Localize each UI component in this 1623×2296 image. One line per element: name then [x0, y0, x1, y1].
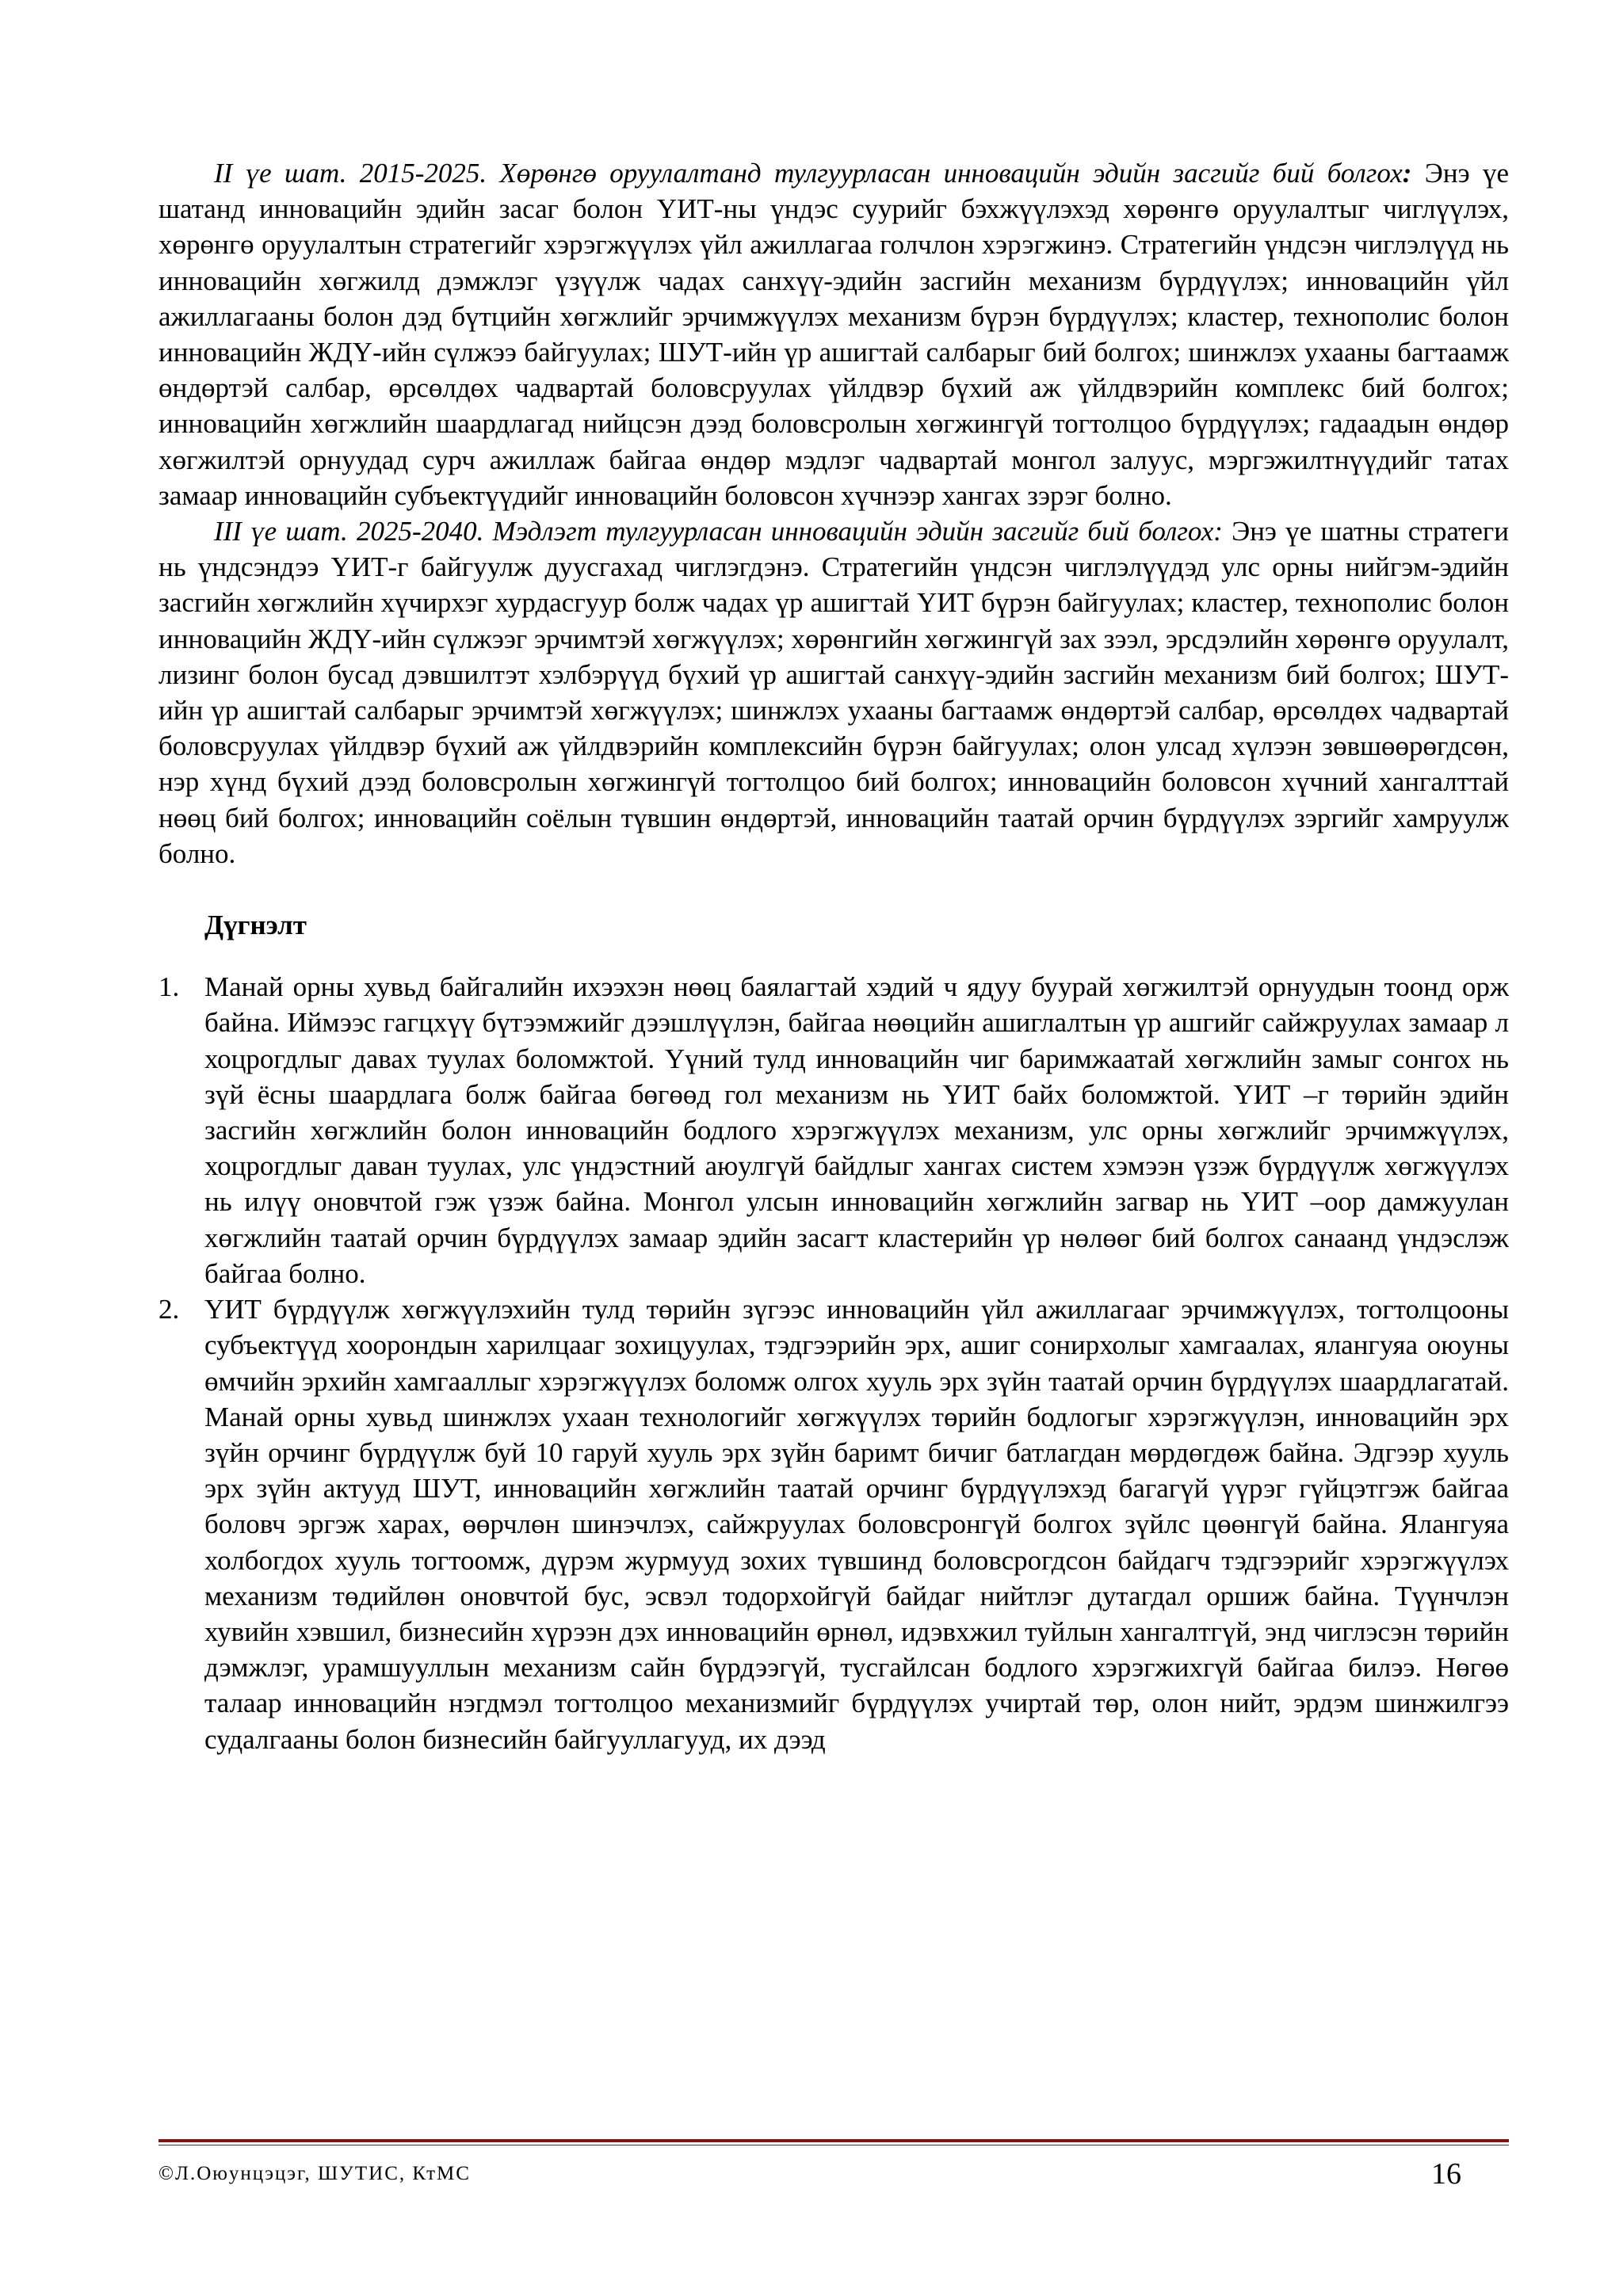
stage-2-body: Энэ үе шатанд инновацийн эдийн засаг болон ҮИТ-ны үндэс суурийг бэхжүүлэхэд хөрөнгө оруулалтыг чиглүүлэх, хөрөнгө оруулалтын стратегийг хэрэгжүүлэх үйл ажиллагаа голчлон хэрэгжинэ. Стратегийн үндсэн чиглэлүүд нь инновацийн хөгжилд дэмжлэг үзүүлж чадах санхүү-эдийн засгийн механизм бүрдүүлэх; инновацийн үйл ажиллагааны болон дэд бүтцийн хөгжлийг эрчимжүүлэх механизм бүрэн бүрдүүлэх; кластер, технополис болон инновацийн ЖДҮ-ийн сүлжээ байгуулах; ШУТ-ийн үр ашигтай салбарыг бий болгох; шинжлэх ухааны багтаамж өндөртэй салбар, өрсөлдөх чадвартай боловсруулах үйлдвэр бүхий аж үйлдвэрийн комплекс бий болгох; инновацийн хөгжлийн шаардлагад нийцсэн дээд боловсролын хөгжингүй тогтолцоо бүрдүүлэх; гадаадын өндөр хөгжилтэй орнуудад сурч ажиллаж байгаа өндөр мэдлэг чадвартай монгол залуус, мэргэжилтнүүдийг татах замаар инновацийн субъектүүдийг инновацийн боловсон хүчнээр хангах зэрэг болно.	[158, 158, 1509, 511]
conclusion-list	[158, 969, 1509, 1756]
page-body	[158, 155, 1509, 1757]
list-item-text: ҮИТ бүрдүүлж хөгжүүлэхийн тулд төрийн зүгээс инновацийн үйл ажиллагааг эрчимжүүлэх, тогтолцооны субъектүүд хоорондын харилцааг зохицуулах, тэдгээрийн эрх, ашиг сонирхолыг хамгаалах, ялангуяа оюуны өмчийн эрхийн хамгааллыг хэрэгжүүлэх боломж олгох хууль эрх зүйн таатай орчин бүрдүүлэх шаардлагатай. Манай орны хувьд шинжлэх ухаан технологийг хөгжүүлэх төрийн бодлогыг хэрэгжүүлэн, инновацийн эрх зүйн орчинг бүрдүүлж буй 10 гаруй хууль эрх зүйн баримт бичиг батлагдан мөрдөгдөж байна. Эдгээр хууль эрх зүйн актууд ШУТ, инновацийн хөгжлийн таатай орчинг бүрдүүлэхэд багагүй үүрэг гүйцэтгэж байгаа боловч эргэж харах, өөрчлөн шинэчлэх, сайжруулах боловсронгүй болгох зүйлс цөөнгүй байна. Ялангуяа холбогдох хууль тогтоомж, дүрэм журмууд зохих түвшинд боловсрогдсон байдагч тэдгээрийг хэрэгжүүлэх механизм төдийлөн оновчтой бус, эсвэл тодорхойгүй байдаг нийтлэг дутагдал оршиж байна. Түүнчлэн хувийн хэвшил, бизнесийн хүрээн дэх инновацийн өрнөл, идэвхжил туйлын хангалтгүй, энд чиглэсэн төрийн дэмжлэг, урамшууллын механизм сайн бүрдээгүй, тусгайлсан бодлого хэрэгжихгүй байгаа билээ. Нөгөө талаар инновацийн нэгдмэл тогтолцоо механизмийг бүрдүүлэх учиртай төр, олон нийт, эрдэм шинжилгээ судалгааны болон бизнесийн байгууллагууд, их дээд	[204, 1294, 1509, 1755]
stage-3-heading: III үе шат. 2025-2040. Мэдлэгт тулгуурласан инновацийн эдийн засгийг бий болгох:	[214, 516, 1223, 547]
list-item-number: 1.	[158, 971, 180, 1003]
footer-author: ©Л.Оюунцэцэг, ШУТИС, КтМС	[158, 2163, 471, 2184]
stage-2-heading: II үе шат. 2015-2025. Хөрөнгө оруулалтанд тулгуурласан инновацийн эдийн засгийг бий болгох	[214, 158, 1403, 189]
footer-divider-thick	[158, 2139, 1509, 2142]
stage-3-body: Энэ үе шатны стратеги нь үндсэндээ ҮИТ-г байгуулж дуусгахад чиглэгдэнэ. Стратегийн үндсэн чиглэлүүдэд улс орны нийгэм-эдийн засгийн хөгжлийн хүчирхэг хурдасгуур болж чадах үр ашигтай ҮИТ бүрэн байгуулах; кластер, технополис болон инновацийн ЖДҮ-ийн сүлжээг эрчимтэй хөгжүүлэх; хөрөнгийн хөгжингүй зах зээл, эрсдэлийн хөрөнгө оруулалт, лизинг болон бусад дэвшилтэт хэлбэрүүд бүхий үр ашигтай санхүү-эдийн засгийн механизм бий болгох; ШУТ-ийн үр ашигтай салбарыг эрчимтэй хөгжүүлэх; шинжлэх ухааны багтаамж өндөртэй салбар, өрсөлдөх чадвартай боловсруулах үйлдвэр бүхий аж үйлдвэрийн комплексийн бүрэн байгуулах; олон улсад хүлээн зөвшөөрөгдсөн, нэр хүнд бүхий дээд боловсролын хөгжингүй тогтолцоо бий болгох; инновацийн боловсон хүчний хангалттай нөөц бий болгох; инновацийн соёлын түвшин өндөртэй, инновацийн таатай орчин бүрдүүлэх зэргийг хамруулж болно.	[158, 516, 1509, 869]
stage-3-paragraph	[158, 513, 1509, 871]
stage-2-paragraph	[158, 155, 1509, 513]
list-item-text: Манай орны хувьд байгалийн ихээхэн нөөц баялагтай хэдий ч ядуу буурай хөгжилтэй орнуудын тоонд орж байна. Иймээс гагцхүү бүтээмжийг дээшлүүлэн, байгаа нөөцийн ашиглалтын үр ашгийг сайжруулах замаар л хоцрогдлыг давах туулах боломжтой. Үүний тулд инновацийн чиг баримжаатай хөгжлийн замыг сонгох нь зүй ёсны шаардлага болж байгаа бөгөөд гол механизм нь ҮИТ байх боломжтой. ҮИТ –г төрийн эдийн засгийн хөгжлийн болон инновацийн бодлого хэрэгжүүлэх механизм, улс орны хөгжлийг эрчимжүүлэх, хоцрогдлыг даван туулах, улс үндэстний аюулгүй байдлыг хангах систем хэмээн үзэж бүрдүүлж хөгжүүлэх нь илүү оновчтой гэж үзэж байна. Монгол улсын инновацийн хөгжлийн загвар нь ҮИТ –оор дамжуулан хөгжлийн таатай орчин бүрдүүлэх замаар эдийн засагт кластерийн үр нөлөөг бий болгох санаанд үндэслэж байгаа болно.	[204, 971, 1509, 1289]
page-number: 16	[1431, 2157, 1461, 2191]
list-item	[158, 1291, 1509, 1757]
conclusion-title: Дүгнэлт	[204, 910, 307, 941]
list-item-number: 2.	[158, 1294, 180, 1325]
stage-2-heading-colon: :	[1402, 158, 1412, 189]
page-footer	[158, 2157, 1509, 2196]
list-item	[158, 969, 1509, 1291]
